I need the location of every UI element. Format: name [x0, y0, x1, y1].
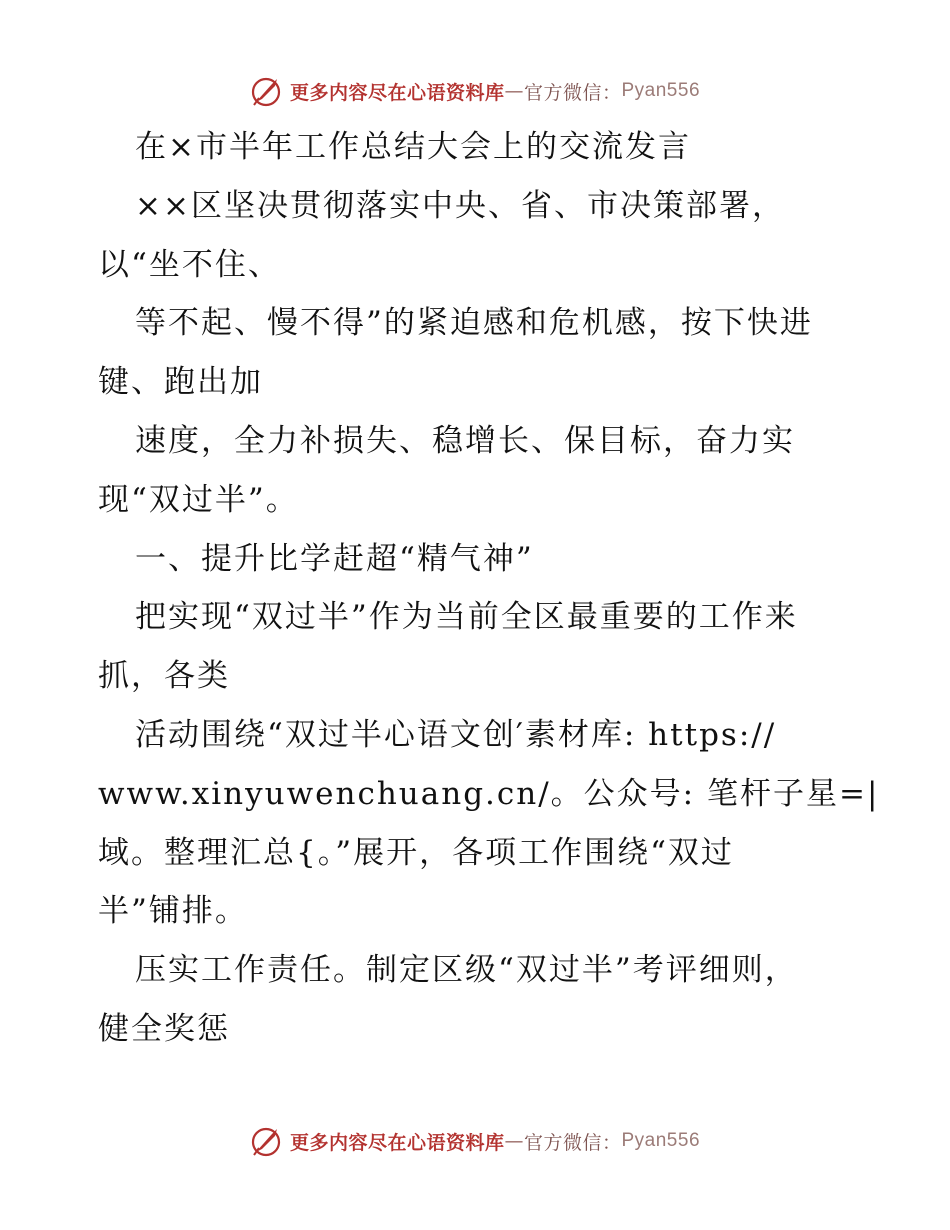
paragraph-line: 域。整理汇总{。”展开，各项工作围绕“双过	[98, 834, 734, 871]
watermark-site-text: 更多内容尽在心语资料库	[289, 1131, 505, 1154]
watermark-wechat-label: 官方微信：	[523, 1131, 622, 1154]
watermark-wechat-label: 官方微信：	[523, 81, 622, 104]
paragraph-line: 半”铺排。	[98, 893, 248, 930]
paragraph-line: 活动围绕“双过半心语文创′素材库: https://	[135, 716, 777, 753]
paragraph-line: 把实现“双过半”作为当前全区最重要的工作来	[135, 599, 798, 636]
section-heading: 一、提升比学赶超“精气神”	[135, 540, 534, 577]
watermark-dash: —	[504, 1130, 524, 1152]
paragraph-line: 以“坐不住、	[98, 246, 281, 283]
paragraph-line: 现“双过半”。	[98, 481, 299, 518]
paragraph-line: 健全奖惩	[98, 1010, 230, 1047]
paragraph-line: 等不起、慢不得”的紧迫感和危机感，按下快进	[135, 305, 813, 342]
paragraph-line: 键、跑出加	[98, 364, 263, 401]
watermark-wechat-id: Pyan556	[621, 1130, 701, 1151]
quill-pen-logo-icon	[250, 1124, 284, 1158]
watermark-wechat-id: Pyan556	[621, 80, 701, 101]
paragraph-line: 速度，全力补损失、稳增长、保目标，奋力实	[135, 422, 795, 459]
paragraph-line: ××区坚决贯彻落实中央、省、市决策部署，	[135, 187, 785, 224]
footer-watermark	[0, 1124, 950, 1158]
paragraph-line: 压实工作责任。制定区级“双过半”考评细则，	[135, 952, 798, 989]
paragraph-line: www.xinyuwenchuang.cn/。公众号: 笔杆子星=|	[98, 775, 880, 812]
header-watermark	[0, 74, 950, 108]
watermark-site-text: 更多内容尽在心语资料库	[289, 81, 505, 104]
paragraph-line: 抓，各类	[98, 658, 230, 695]
watermark-dash: —	[504, 80, 524, 102]
quill-pen-logo-icon	[250, 74, 284, 108]
document-title: 在×市半年工作总结大会上的交流发言	[135, 129, 691, 165]
document-body	[98, 118, 878, 1059]
